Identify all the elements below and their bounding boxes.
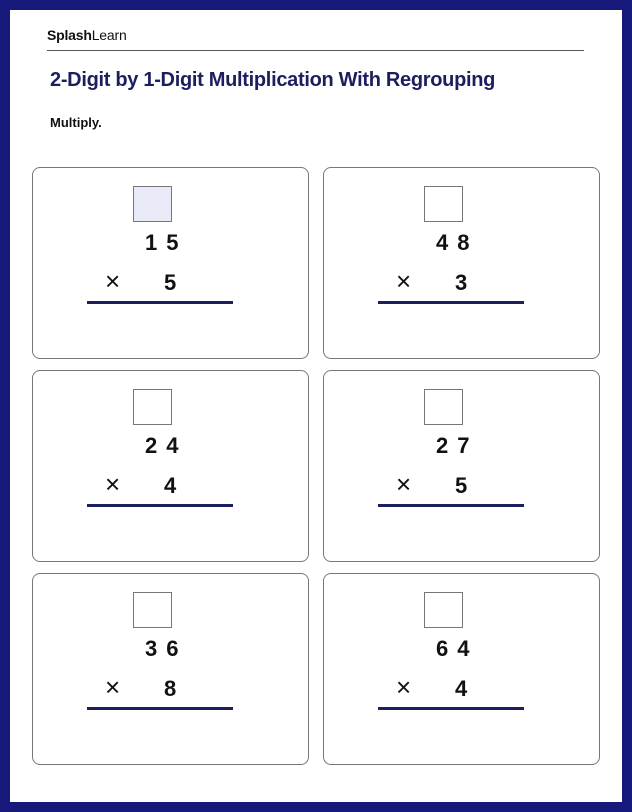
multiplier: 5 (164, 270, 177, 295)
problem-card (323, 167, 600, 359)
multiplicand: 24 (145, 433, 188, 458)
multiplicand: 15 (145, 230, 188, 255)
carry-box[interactable] (133, 186, 172, 222)
answer-line (87, 707, 233, 710)
carry-box[interactable] (424, 389, 463, 425)
multiplier: 3 (455, 270, 468, 295)
carry-box[interactable] (424, 186, 463, 222)
worksheet-title: 2-Digit by 1-Digit Multiplication With Regrouping (50, 69, 496, 91)
multiply-sign: × (105, 266, 121, 296)
logo-bold: Splash (47, 27, 92, 43)
multiplier: 4 (164, 473, 177, 498)
multiply-sign: × (396, 266, 412, 296)
header-divider (47, 50, 584, 51)
problem-card (323, 370, 600, 562)
problem-card (32, 573, 309, 765)
multiplicand: 27 (436, 433, 479, 458)
instruction: Multiply. (50, 115, 102, 130)
multiply-sign: × (105, 672, 121, 702)
answer-line (378, 707, 524, 710)
multiplier: 4 (455, 676, 468, 701)
carry-box[interactable] (133, 592, 172, 628)
splashlearn-logo (47, 27, 127, 43)
answer-line (87, 504, 233, 507)
problem-card (32, 167, 309, 359)
multiply-sign: × (396, 672, 412, 702)
logo-light: Learn (91, 27, 127, 43)
worksheet-page (10, 10, 622, 802)
problem-card (32, 370, 309, 562)
answer-line (378, 504, 524, 507)
carry-box[interactable] (133, 389, 172, 425)
answer-line (378, 301, 524, 304)
problem-card (323, 573, 600, 765)
carry-box[interactable] (424, 592, 463, 628)
answer-line (87, 301, 233, 304)
multiplicand: 36 (145, 636, 188, 661)
multiplicand: 64 (436, 636, 479, 661)
multiplier: 5 (455, 473, 468, 498)
multiplier: 8 (164, 676, 177, 701)
multiplicand: 48 (436, 230, 479, 255)
multiply-sign: × (105, 469, 121, 499)
multiply-sign: × (396, 469, 412, 499)
